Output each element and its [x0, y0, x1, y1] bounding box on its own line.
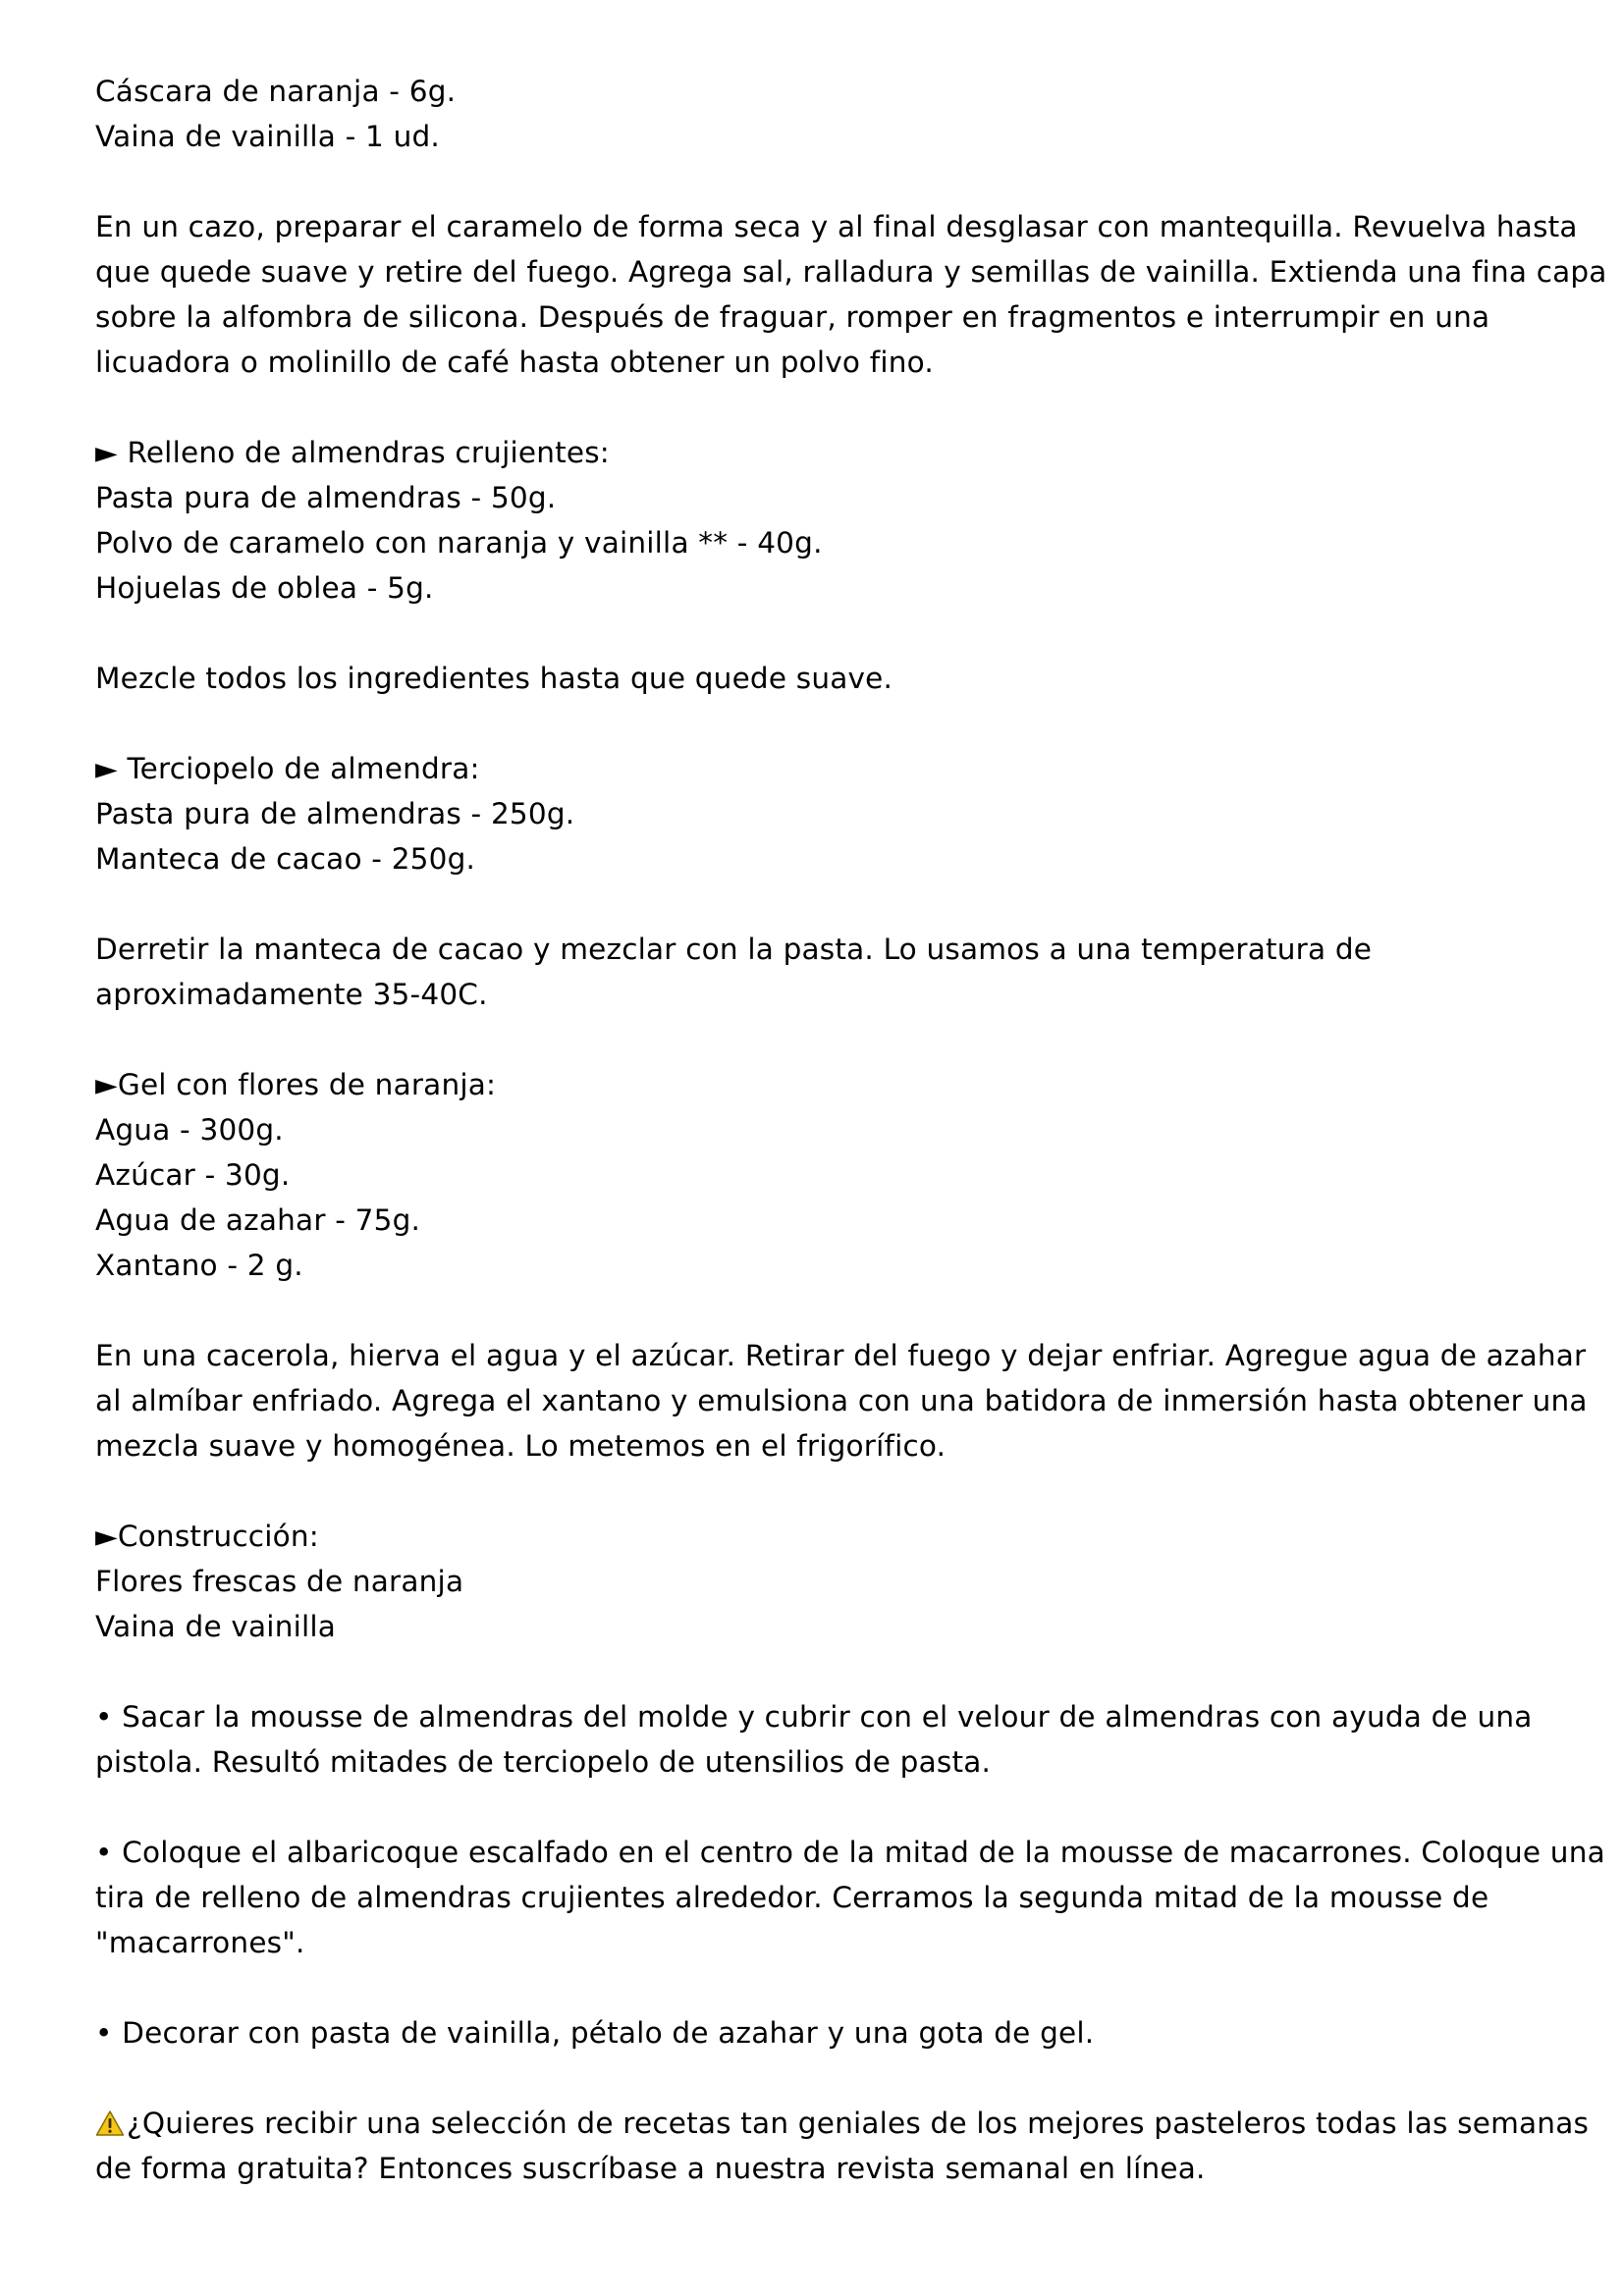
section-heading-construction: ►Construcción: — [95, 1520, 319, 1553]
construction-step-line: • Coloque el albaricoque escalfado en el centro de la mitad de la mousse de macarrones. Coloque una — [95, 1836, 1605, 1869]
construction-step-line: tira de relleno de almendras crujientes alrededor. Cerramos la segunda mitad de la mousse de — [95, 1881, 1489, 1914]
warning-icon — [95, 2105, 125, 2132]
gel-instructions-line: al almíbar enfriado. Agrega el xantano y emulsiona con una batidora de inmersión hasta obtener una — [95, 1384, 1588, 1417]
spacer — [95, 701, 1539, 746]
spacer — [95, 385, 1539, 430]
velvet-instructions-line: Derretir la manteca de cacao y mezclar con la pasta. Lo usamos a una temperatura de — [95, 933, 1373, 966]
ingredient-line: Hojuelas de oblea - 5g. — [95, 571, 434, 605]
section-heading-velvet: ► Terciopelo de almendra: — [95, 752, 480, 785]
velvet-instructions-line: aproximadamente 35-40C. — [95, 978, 488, 1011]
ingredient-line: Xantano - 2 g. — [95, 1249, 303, 1282]
crispy-filling-instructions: Mezcle todos los ingredientes hasta que quede suave. — [95, 662, 893, 695]
newsletter-text: ¿Quieres recibir una selección de recetas tan geniales de los mejores pasteleros todas las semanas — [127, 2107, 1590, 2140]
spacer — [95, 1017, 1539, 1062]
construction-step-line: "macarrones". — [95, 1926, 305, 1959]
caramel-instructions-line: que quede suave y retire del fuego. Agrega sal, ralladura y semillas de vainilla. Extienda una fina capa — [95, 255, 1607, 289]
caramel-instructions-line: sobre la alfombra de silicona. Después de fraguar, romper en fragmentos e interrumpir en una — [95, 300, 1490, 334]
ingredient-line: Agua - 300g. — [95, 1113, 284, 1147]
section-heading-gel: ►Gel con flores de naranja: — [95, 1068, 497, 1101]
ingredient-line: Cáscara de naranja - 6g. — [95, 75, 457, 108]
ingredient-line: Vaina de vainilla - 1 ud. — [95, 120, 441, 153]
spacer — [95, 881, 1539, 927]
spacer — [95, 1649, 1539, 1694]
spacer — [95, 159, 1539, 204]
spacer — [95, 1468, 1539, 1514]
construction-item: Vaina de vainilla — [95, 1610, 337, 1643]
newsletter-line: de forma gratuita? Entonces suscríbase a nuestra revista semanal en línea. — [95, 2152, 1206, 2185]
spacer — [95, 1288, 1539, 1333]
caramel-instructions-line: En un cazo, preparar el caramelo de forma seca y al final desglasar con mantequilla. Revuelva hasta — [95, 210, 1578, 243]
spacer — [95, 1965, 1539, 2010]
construction-item: Flores frescas de naranja — [95, 1565, 464, 1598]
section-heading-crispy-filling: ► Relleno de almendras crujientes: — [95, 436, 610, 469]
construction-step-line: pistola. Resultó mitades de terciopelo de utensilios de pasta. — [95, 1745, 992, 1779]
spacer — [95, 1785, 1539, 1830]
spacer — [95, 2056, 1539, 2101]
gel-instructions-line: En una cacerola, hierva el agua y el azúcar. Retirar del fuego y dejar enfriar. Agregue agua de azahar — [95, 1339, 1587, 1372]
newsletter-line — [95, 2101, 1590, 2146]
ingredient-line: Pasta pura de almendras - 50g. — [95, 481, 557, 514]
ingredient-line: Manteca de cacao - 250g. — [95, 842, 476, 876]
construction-step-line: • Decorar con pasta de vainilla, pétalo de azahar y una gota de gel. — [95, 2016, 1095, 2050]
gel-instructions-line: mezcla suave y homogénea. Lo metemos en el frigorífico. — [95, 1429, 947, 1463]
construction-step-line: • Sacar la mousse de almendras del molde y cubrir con el velour de almendras con ayuda de una — [95, 1700, 1533, 1734]
recipe-document — [95, 69, 1607, 2191]
ingredient-line: Polvo de caramelo con naranja y vainilla ** - 40g. — [95, 526, 823, 560]
caramel-instructions-line: licuadora o molinillo de café hasta obtener un polvo fino. — [95, 346, 934, 379]
spacer — [95, 611, 1539, 656]
ingredient-line: Azúcar - 30g. — [95, 1158, 291, 1192]
ingredient-line: Agua de azahar - 75g. — [95, 1203, 421, 1237]
ingredient-line: Pasta pura de almendras - 250g. — [95, 797, 575, 830]
